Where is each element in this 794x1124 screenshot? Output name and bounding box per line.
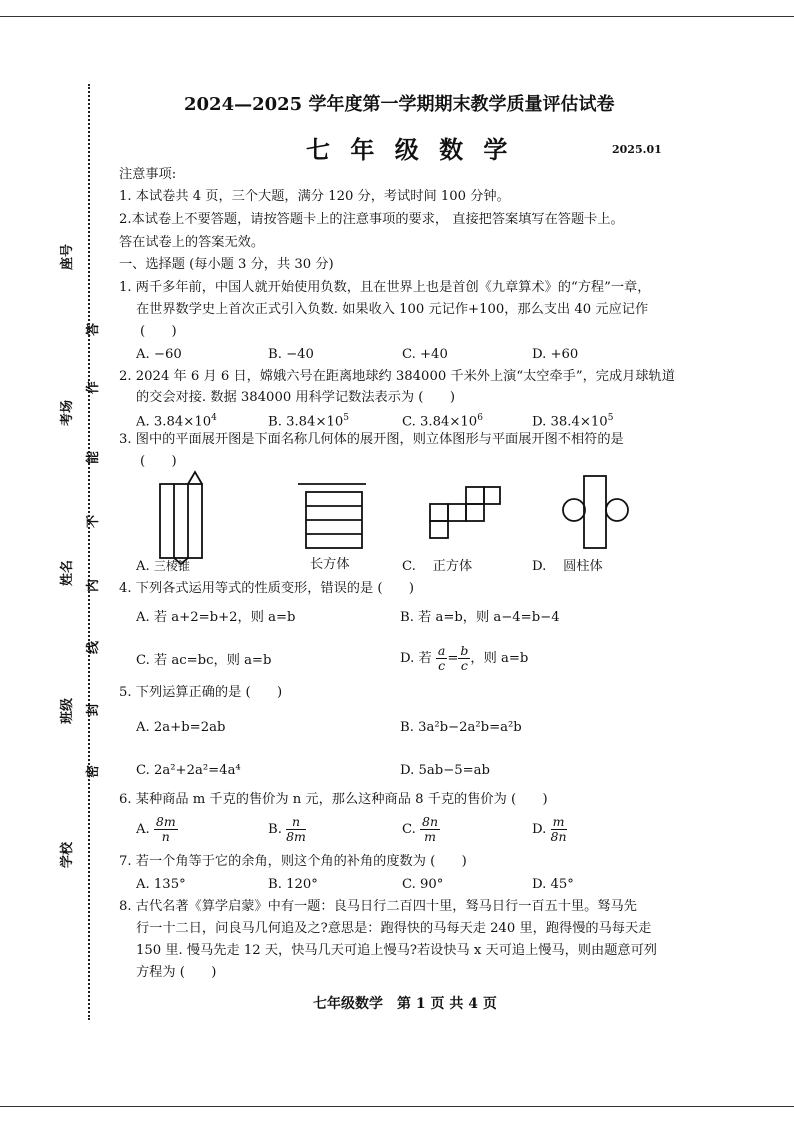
q3-text: 3. 图中的平面展开图是下面名称几何体的展开图，则立体图形与平面展开图不相符的是 (119, 432, 624, 447)
figure-d-cylinder-net (560, 470, 654, 554)
q7-option-d: D. 45° (532, 877, 574, 892)
seal-char: 线 (86, 640, 101, 654)
q1-option-c: C. +40 (402, 347, 448, 362)
q7-option-b: B. 120° (268, 877, 318, 892)
q3-option-d: D. 圆柱体 (532, 559, 603, 574)
q4-option-c: C. 若 ac=bc，则 a=b (136, 653, 272, 668)
q4-option-d: D. 若 $\frac{a}{c}$ = $\frac{b}{c}$ ，则 a=b (400, 643, 529, 673)
figure-a-prism-net (156, 470, 208, 566)
seal-char: 内 (86, 578, 101, 592)
q5-option-d: D. 5ab−5=ab (400, 763, 490, 778)
q1-text: 在世界数学史上首次正式引入负数. 如果收入 100 元记作+100，那么支出 40 元应记作 (136, 302, 649, 317)
q2-option-a: A. $3.84\times 10^4$ (136, 413, 217, 430)
exam-title: 2024—2025 学年度第一学期期末教学质量评估试卷 (184, 94, 615, 115)
field-class: 班级 (60, 697, 75, 724)
q2-option-c: C. $3.84\times 10^6$ (402, 413, 483, 430)
q8-text: 行一十二日，问良马几何追及之?意思是：跑得快的马每天走 240 里，跑得慢的马每天走 (136, 921, 652, 936)
figure-b-cuboid-net (294, 480, 370, 552)
q3-option-c: C. 正方体 (402, 559, 473, 574)
q1-text: 1. 两千多年前，中国人就开始使用负数，且在世界上也是首创《九章算术》的“方程”一章， (119, 280, 651, 295)
q3-option-a: A. 三棱锥 (136, 559, 190, 574)
q3-blank: ( ) (140, 454, 177, 469)
q6-text: 6. 某种商品 m 千克的售价为 n 元，那么这种商品 8 千克的售价为 ( ) (119, 792, 548, 807)
field-exam-room: 考场 (60, 399, 75, 426)
q7-text: 7. 若一个角等于它的余角，则这个角的补角的度数为 ( ) (119, 854, 467, 869)
field-school: 学校 (60, 841, 75, 868)
q7-option-c: C. 90° (402, 877, 444, 892)
q8-text: 方程为 ( ) (136, 965, 217, 980)
top-border (0, 16, 794, 17)
seal-char: 能 (86, 450, 101, 464)
section-heading: 一、选择题 (每小题 3 分，共 30 分) (119, 257, 334, 272)
q6-option-a: A. $\frac{8m}{n}$ (136, 814, 176, 844)
q6-option-c: C. $\frac{8n}{m}$ (402, 814, 439, 844)
seal-char: 密 (86, 764, 101, 778)
q1-blank: ( ) (140, 324, 177, 339)
q4-option-a: A. 若 a+2=b+2，则 a=b (136, 610, 296, 625)
page-footer: 七年级数学 第 1 页 共 4 页 (313, 996, 497, 1012)
q7-option-a: A. 135° (136, 877, 186, 892)
q8-text: 8. 古代名著《算学启蒙》中有一题：良马日行二百四十里，驽马日行一百五十里。驽马先 (119, 899, 637, 914)
seal-char: 答 (86, 322, 101, 336)
notice-item-2: 2.本试卷上不要答题，请按答题卡上的注意事项的要求， 直接把答案填写在答题卡上。 (119, 212, 624, 227)
q1-option-b: B. −40 (268, 347, 314, 362)
q6-option-d: D. $\frac{m}{8n}$ (532, 814, 567, 844)
q4-option-b: B. 若 a=b，则 a−4=b−4 (400, 610, 560, 625)
exam-date: 2025.01 (612, 143, 662, 156)
q5-text: 5. 下列运算正确的是 ( ) (119, 685, 283, 700)
q5-option-a: A. 2a+b=2ab (136, 720, 226, 735)
q5-option-b: B. 3a²b−2a²b=a²b (400, 720, 522, 735)
bottom-border (0, 1106, 794, 1107)
seal-char: 作 (86, 380, 101, 394)
q2-option-b: B. $3.84\times 10^5$ (268, 413, 350, 430)
subject-title: 七 年 级 数 学 (306, 135, 514, 164)
q5-option-c: C. 2a²+2a²=4a⁴ (136, 763, 241, 778)
seal-char: 不 (86, 514, 101, 528)
figure-c-cube-net (428, 484, 502, 540)
q1-option-d: D. +60 (532, 347, 579, 362)
q2-option-d: D. $38.4\times 10^5$ (532, 413, 614, 430)
field-name: 姓名 (60, 559, 75, 586)
q1-option-a: A. −60 (136, 347, 182, 362)
notice-item-1: 1. 本试卷共 4 页，三个大题，满分 120 分，考试时间 100 分钟。 (119, 189, 510, 204)
q3-option-b: 长方体 (310, 557, 350, 572)
q4-text: 4. 下列各式运用等式的性质变形，错误的是 ( ) (119, 581, 415, 596)
binding-dotted-line (88, 84, 90, 1020)
seal-char: 封 (86, 702, 101, 716)
q2-text: 的交会对接. 数据 384000 用科学记数法表示为 ( ) (136, 390, 455, 405)
q6-option-b: B. $\frac{n}{8m}$ (268, 814, 306, 844)
field-seat-number: 座号 (60, 243, 75, 270)
q2-text: 2. 2024 年 6 月 6 日，嫦娥六号在距离地球约 384000 千米外上演“太空牵手”，完成月球轨道 (119, 369, 675, 384)
notice-heading: 注意事项: (119, 167, 177, 182)
q8-text: 150 里. 慢马先走 12 天，快马几天可追上慢马?若设快马 x 天可追上慢马，则由题意可列 (136, 943, 657, 958)
notice-item-2-cont: 答在试卷上的答案无效。 (119, 235, 265, 250)
